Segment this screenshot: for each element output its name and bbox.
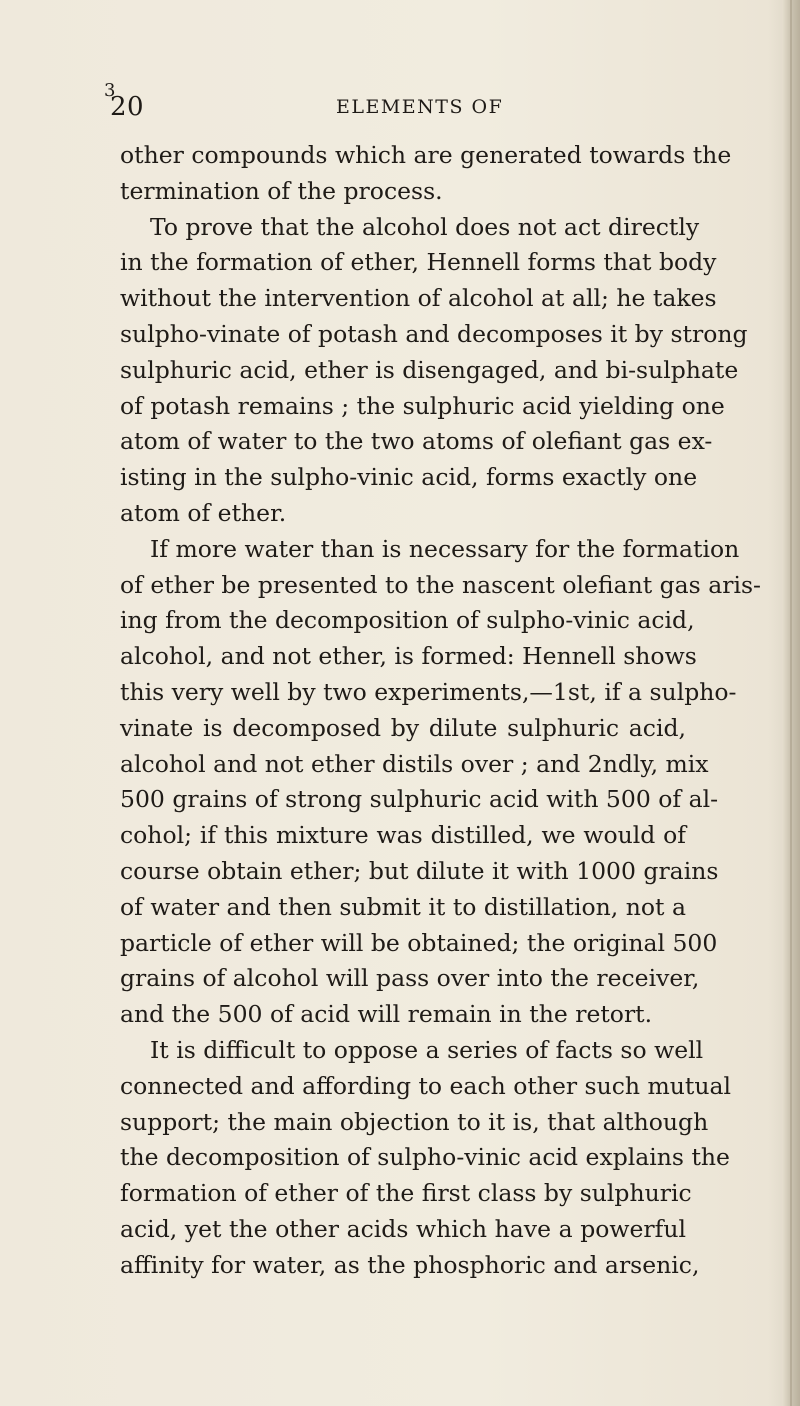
text-line: this very well by two experiments,—1st, if a sulpho- <box>120 677 737 706</box>
text-line: in the formation of ether, Hennell forms that body <box>120 248 717 277</box>
text-line: It is difficult to oppose a series of facts so well <box>150 1035 704 1064</box>
text-line: To prove that the alcohol does not act directly <box>150 212 700 241</box>
text-line: without the intervention of alcohol at all; he takes <box>120 284 717 313</box>
page-number <box>104 80 145 122</box>
page-number-superscript: 3 <box>104 80 116 101</box>
text-line: sulpho-vinate of potash and decomposes it by strong <box>120 319 748 348</box>
text-line: atom of ether. <box>120 498 287 527</box>
text-line: other compounds which are generated towards the <box>120 141 732 169</box>
text-line: acid, yet the other acids which have a powerful <box>120 1214 686 1243</box>
text-line: vinate is decomposed by dilute sulphuric acid, <box>120 713 686 742</box>
text-line: particle of ether will be obtained; the original 500 <box>120 928 718 957</box>
page-number-value: 20 <box>110 92 145 122</box>
text-line: and the 500 of acid will remain in the retort. <box>120 1000 653 1029</box>
text-line: alcohol and not ether distils over ; and 2ndly, mix <box>120 749 709 778</box>
text-line: alcohol, and not ether, is formed: Hennell shows <box>120 642 697 671</box>
body-text <box>120 138 761 1284</box>
text-line: of potash remains ; the sulphuric acid yielding one <box>120 391 725 420</box>
text-line: grains of alcohol will pass over into the receiver, <box>120 964 700 993</box>
text-line: atom of water to the two atoms of olefiant gas ex- <box>120 427 713 456</box>
text-line: 500 grains of strong sulphuric acid with 500 of al- <box>120 785 719 814</box>
text-line: sulphuric acid, ether is disengaged, and bi-sulphate <box>120 355 739 384</box>
text-line: cohol; if this mixture was distilled, we would of <box>120 821 686 850</box>
text-line: isting in the sulpho-vinic acid, forms exactly one <box>120 463 698 492</box>
text-line: course obtain ether; but dilute it with 1000 grains <box>120 856 719 885</box>
text-line: ing from the decomposition of sulpho-vinic acid, <box>120 606 695 635</box>
page-header <box>104 80 670 132</box>
page-edge-line <box>790 0 792 1406</box>
text-line: support; the main objection to it is, that although <box>120 1107 709 1136</box>
text-line: of water and then submit it to distillation, not a <box>120 892 686 921</box>
text-line: of ether be presented to the nascent olefiant gas aris- <box>120 570 761 599</box>
text-line: termination of the process. <box>120 176 443 205</box>
text-line: formation of ether of the first class by sulphuric <box>120 1179 692 1208</box>
text-line: If more water than is necessary for the formation <box>150 534 740 563</box>
text-line: connected and affording to each other such mutual <box>120 1071 732 1100</box>
text-line: affinity for water, as the phosphoric and arsenic, <box>120 1250 700 1279</box>
running-head: ELEMENTS OF <box>336 96 504 118</box>
text-line: the decomposition of sulpho-vinic acid explains the <box>120 1143 730 1172</box>
